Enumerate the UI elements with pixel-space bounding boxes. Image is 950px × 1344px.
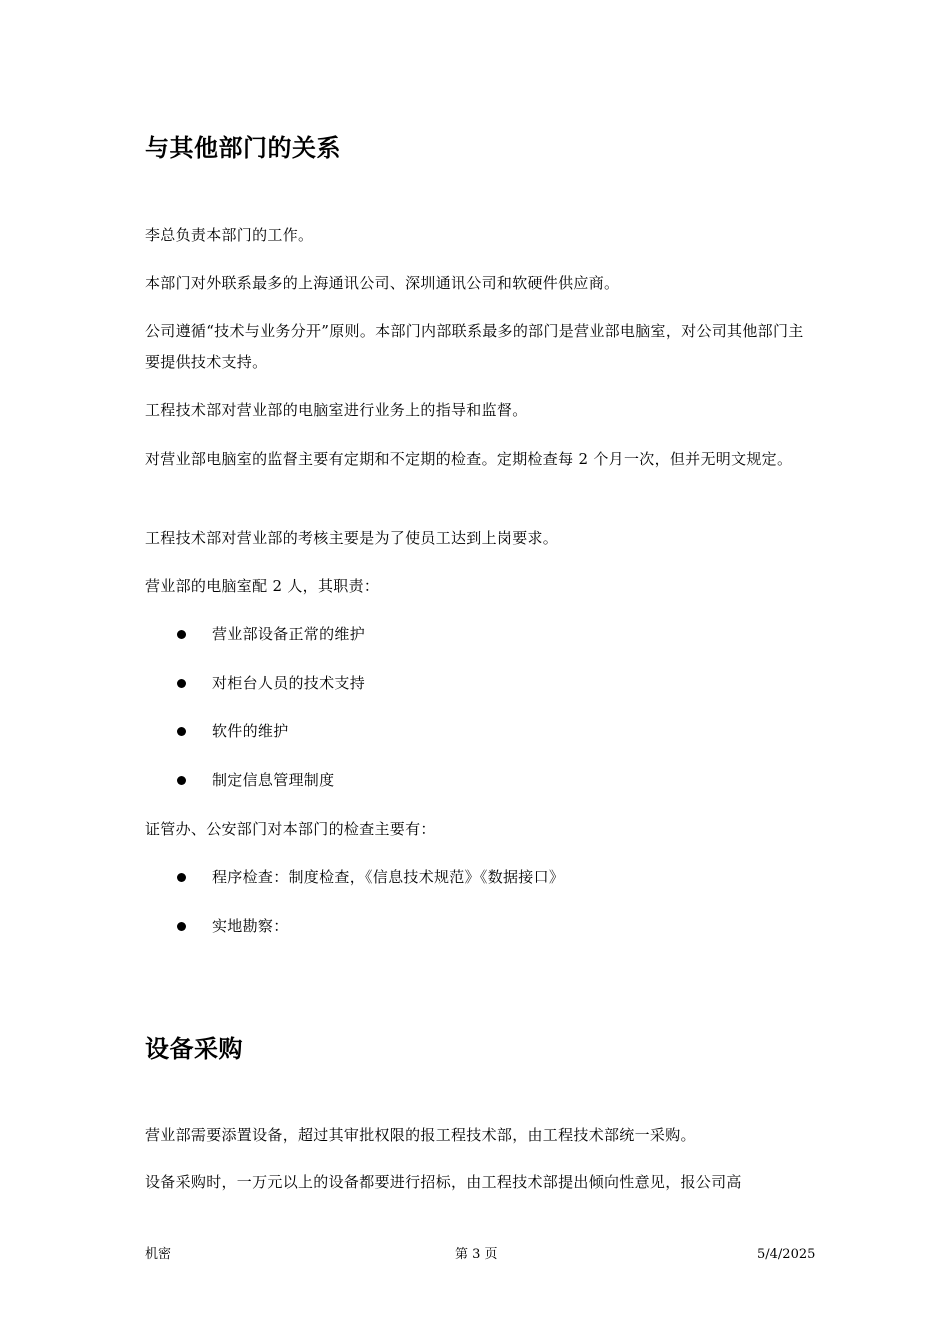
list-item-text: 营业部设备正常的维护 — [212, 625, 366, 643]
paragraph: 本部门对外联系最多的上海通讯公司、深圳通讯公司和软硬件供应商。 — [145, 274, 620, 292]
paragraph: 工程技术部对营业部的考核主要是为了使员工达到上岗要求。 — [145, 529, 559, 547]
footer-page-number: 第 3 页 — [455, 1247, 498, 1262]
bullet-icon — [177, 776, 186, 785]
footer-date: 5/4/2025 — [757, 1247, 816, 1262]
section-heading-relations: 与其他部门的关系 — [145, 134, 341, 162]
paragraph: 营业部需要添置设备，超过其审批权限的报工程技术部，由工程技术部统一采购。 — [145, 1126, 696, 1144]
list-item-text: 实地勘察： — [212, 917, 289, 935]
paragraph: 工程技术部对营业部的电脑室进行业务上的指导和监督。 — [145, 401, 528, 419]
list-item-text: 软件的维护 — [212, 722, 289, 740]
paragraph: 证管办、公安部门对本部门的检查主要有： — [145, 820, 436, 838]
bullet-icon — [177, 727, 186, 736]
paragraph: 设备采购时，一万元以上的设备都要进行招标，由工程技术部提出倾向性意见，报公司高 — [145, 1173, 742, 1191]
paragraph: 公司遵循“技术与业务分开”原则。本部门内部联系最多的部门是营业部电脑室，对公司其他部门主要提供技术支持。 — [145, 322, 804, 371]
list-item-text: 对柜台人员的技术支持 — [212, 674, 366, 692]
paragraph: 李总负责本部门的工作。 — [145, 226, 314, 244]
list-item-text: 程序检查：制度检查，《信息技术规范》《数据接口》 — [212, 868, 565, 886]
section-heading-procurement: 设备采购 — [145, 1035, 243, 1063]
list-item-text: 制定信息管理制度 — [212, 771, 335, 789]
bullet-icon — [177, 922, 186, 931]
bullet-icon — [177, 873, 186, 882]
paragraph: 营业部的电脑室配 2 人，其职责： — [145, 577, 380, 595]
paragraph: 对营业部电脑室的监督主要有定期和不定期的检查。定期检查每 2 个月一次，但并无明文规定。 — [145, 450, 793, 468]
footer-confidential: 机密 — [145, 1247, 172, 1262]
bullet-icon — [177, 630, 186, 639]
bullet-icon — [177, 679, 186, 688]
